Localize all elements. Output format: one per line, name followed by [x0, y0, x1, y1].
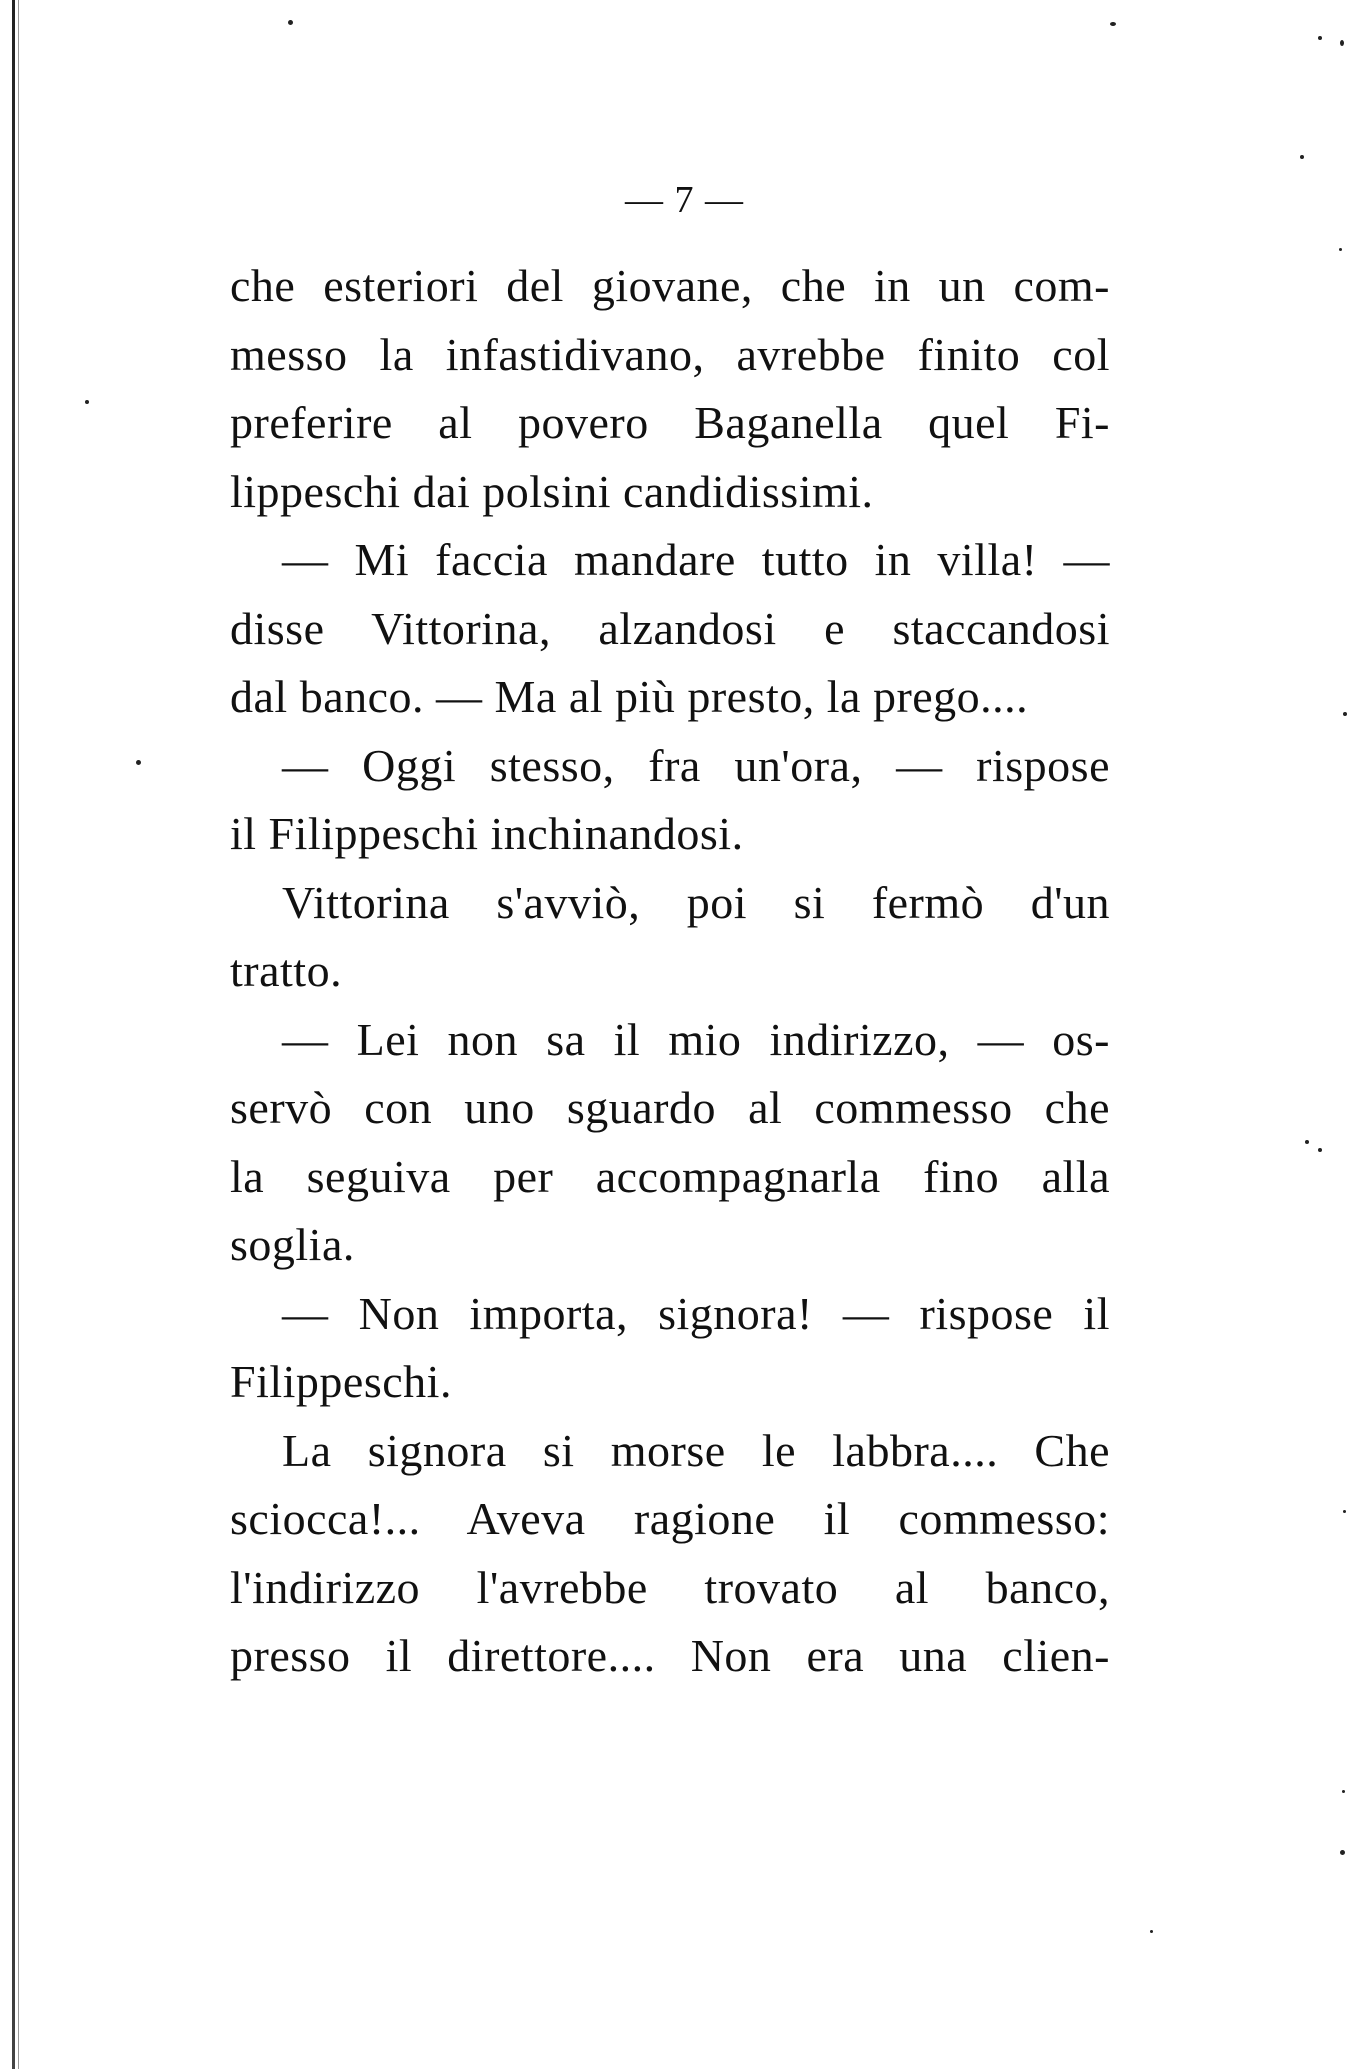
text-line: — Non importa, signora! — rispose il	[282, 1287, 1110, 1339]
text-line: preferire al povero Baganella quel Fi-	[230, 397, 1110, 448]
scan-speck	[1110, 22, 1116, 26]
text-line: la seguiva per accompagnarla fino alla	[230, 1150, 1110, 1202]
text-line: soglia.	[230, 1219, 355, 1270]
text-line: dal banco. — Ma al più presto, la prego....	[230, 671, 1029, 722]
text-line: — Mi faccia mandare tutto in villa! —	[282, 534, 1110, 585]
scan-speck	[1343, 712, 1347, 716]
text-line: che esteriori del giovane, che in un com-	[230, 260, 1110, 311]
text-line: Filippeschi.	[230, 1356, 452, 1407]
page-gutter-shadow	[18, 0, 19, 2069]
text-line: — Oggi stesso, fra un'ora, — rispose	[282, 739, 1110, 791]
scan-speck	[1339, 248, 1342, 251]
scan-speck	[288, 20, 293, 25]
text-line: il Filippeschi inchinandosi.	[230, 808, 744, 859]
scan-speck	[1340, 40, 1344, 46]
scan-speck	[1305, 1140, 1309, 1144]
text-line: tratto.	[230, 945, 343, 996]
text-line: La signora si morse le labbra.... Che	[282, 1424, 1110, 1476]
scan-speck	[1343, 1510, 1346, 1513]
scan-speck	[85, 400, 89, 404]
scan-speck	[1150, 1930, 1153, 1933]
scan-speck	[1318, 36, 1322, 40]
scan-speck	[136, 760, 141, 765]
page-gutter-edge	[12, 0, 15, 2069]
text-line: — Lei non sa il mio indirizzo, — os-	[282, 1013, 1110, 1065]
text-line: messo la infastidivano, avrebbe finito col	[230, 328, 1110, 380]
text-line: lippeschi dai polsini candidissimi.	[230, 465, 874, 517]
text-line: Vittorina s'avviò, poi si fermò d'un	[282, 876, 1110, 928]
text-line: disse Vittorina, alzandosi e staccandosi	[230, 602, 1110, 654]
text-line: sciocca!... Aveva ragione il commesso:	[230, 1493, 1110, 1544]
text-line: presso il direttore.... Non era una clien-	[230, 1630, 1110, 1681]
scan-speck	[1318, 1148, 1322, 1152]
scan-speck	[1342, 1790, 1345, 1793]
page-number: — 7 —	[625, 179, 744, 221]
text-line: servò con uno sguardo al commesso che	[230, 1082, 1110, 1133]
scan-speck	[1340, 1850, 1345, 1855]
text-line: l'indirizzo l'avrebbe trovato al banco,	[230, 1561, 1110, 1613]
scan-speck	[1300, 155, 1304, 159]
body-text	[230, 252, 1110, 1691]
